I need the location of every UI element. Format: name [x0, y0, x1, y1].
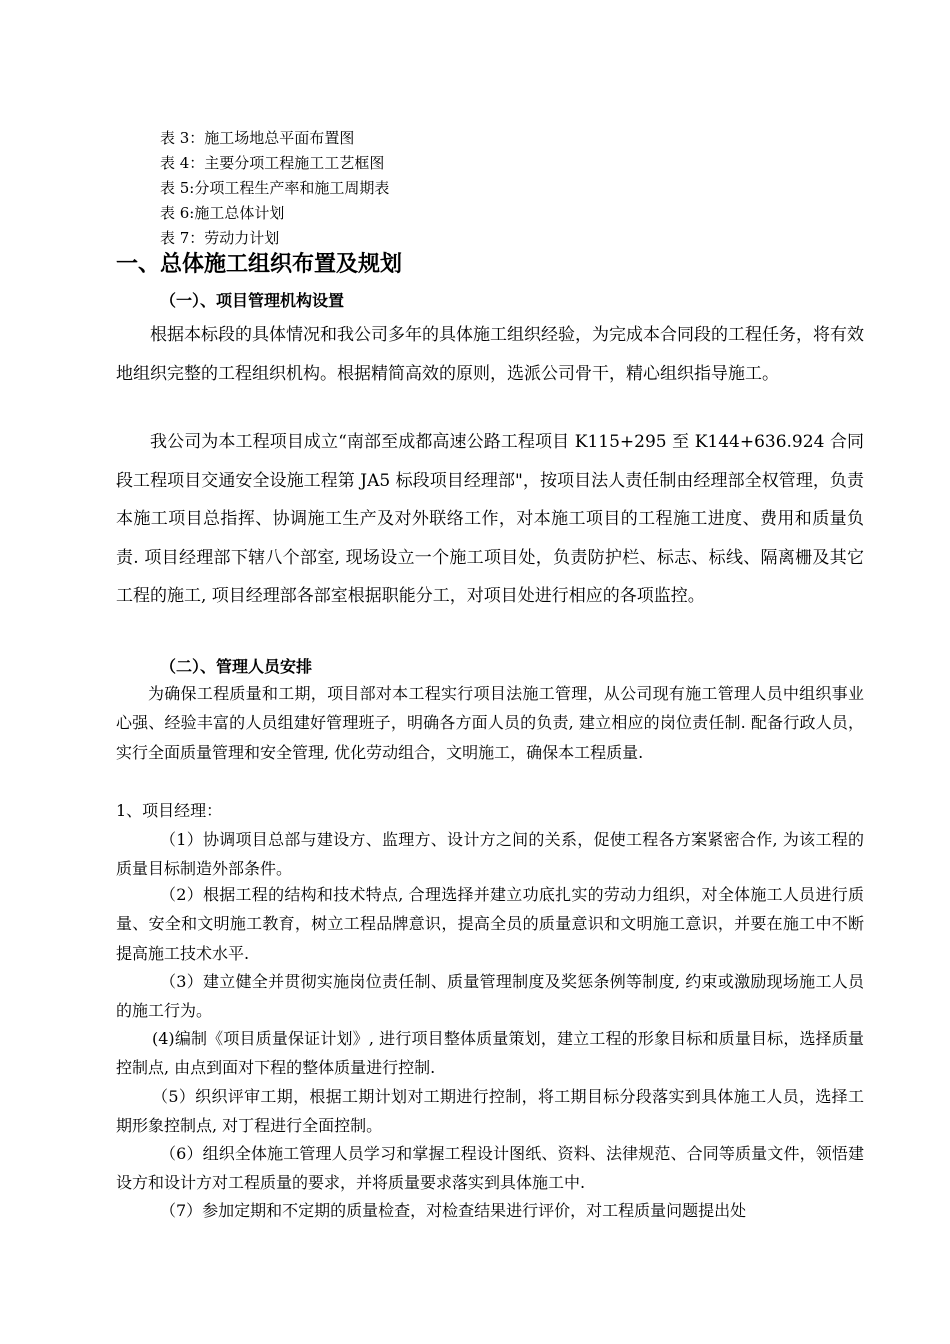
duty-item: （1）协调项目总部与建设方、监理方、设计方之间的关系，促使工程各方案紧密合作, 为该工程的质量目标制造外部条件。 [116, 830, 864, 879]
paragraph-staff-intro: 为确保工程质量和工期，项目部对本工程实行项目法施工管理，从公司现有施工管理人员中组织事业心强、经验丰富的人员组建好管理班子，明确各方面人员的负责, 建立相应的岗位责任制. 配备行政人员，实行全面质量管理和安全管理, 优化劳动组合，文明施工，确保本工程质量. [116, 684, 864, 762]
item-label-project-manager: 1、项目经理： [116, 801, 223, 820]
duty-item: （3）建立健全并贯彻实施岗位责任制、质量管理制度及奖惩条例等制度, 约束或激励现场施工人员的施工行为。 [116, 972, 864, 1021]
duty-item: （5）织织评审工期，根据工期计划对工期进行控制，将工期目标分段落实到具体施工人员，选择工期形象控制点, 对丁程进行全面控制。 [116, 1087, 864, 1136]
subsection-heading-org: （一）、项目管理机构设置 [160, 291, 345, 310]
paragraph-org-detail: 我公司为本工程项目成立“南部至成都高速公路工程项目 K115+295 至 K144+636.924 合同段工程项目交通安全设施工程第 JA5 标段项目经理部"，按项目法人责任制由经理部全权管理，负责本施工项目总指挥、协调施工生产及对外联络工作，对本施工项目的工程施工进度、费用和质量负责. 项目经理部下辖八个部室, 现场设立一个施工项目处，负责防护栏、标志、标线、隔离栅及其它工程的施工, 项目经理部各部室根据职能分工，对项目处进行相应的各项监控。 [116, 432, 864, 606]
duty-item: (4)编制《项目质量保证计划》, 进行项目整体质量策划，建立工程的形象目标和质量目标，选择质量控制点, 由点到面对下程的整体质量进行控制. [116, 1029, 864, 1078]
duty-item: （2）根据工程的结构和技术特点, 合理选择并建立功底扎实的劳动力组织，对全体施工人员进行质量、安全和文明施工教育，树立工程品牌意识，提高全员的质量意识和文明施工意识，并要在施工中不断提高施工技术水平. [116, 885, 864, 963]
table-list-item: 表 5:分项工程生产率和施工周期表 [160, 179, 390, 197]
subsection-heading-staff: （二）、管理人员安排 [160, 657, 313, 676]
paragraph-org-intro: 根据本标段的具体情况和我公司多年的具体施工组织经验，为完成本合同段的工程任务，将有效地组织完整的工程组织机构。根据精简高效的原则，选派公司骨干，精心组织指导施工。 [116, 325, 864, 384]
table-list-item: 表 3：施工场地总平面布置图 [160, 129, 355, 147]
duty-item: （6）组织全体施工管理人员学习和掌握工程设计图纸、资料、法律规范、合同等质量文件，领悟建设方和设计方对工程质量的要求，并将质量要求落实到具体施工中. [116, 1144, 864, 1193]
table-list [160, 126, 389, 251]
section-heading: 一、总体施工组织布置及规划 [116, 251, 403, 277]
table-list-item: 表 7：劳动力计划 [160, 229, 280, 247]
table-list-item: 表 4：主要分项工程施工工艺框图 [160, 154, 385, 172]
duty-item: （7）参加定期和不定期的质量检查，对检查结果进行评价，对工程质量问题提出处 [160, 1201, 747, 1220]
table-list-item: 表 6:施工总体计划 [160, 204, 285, 222]
